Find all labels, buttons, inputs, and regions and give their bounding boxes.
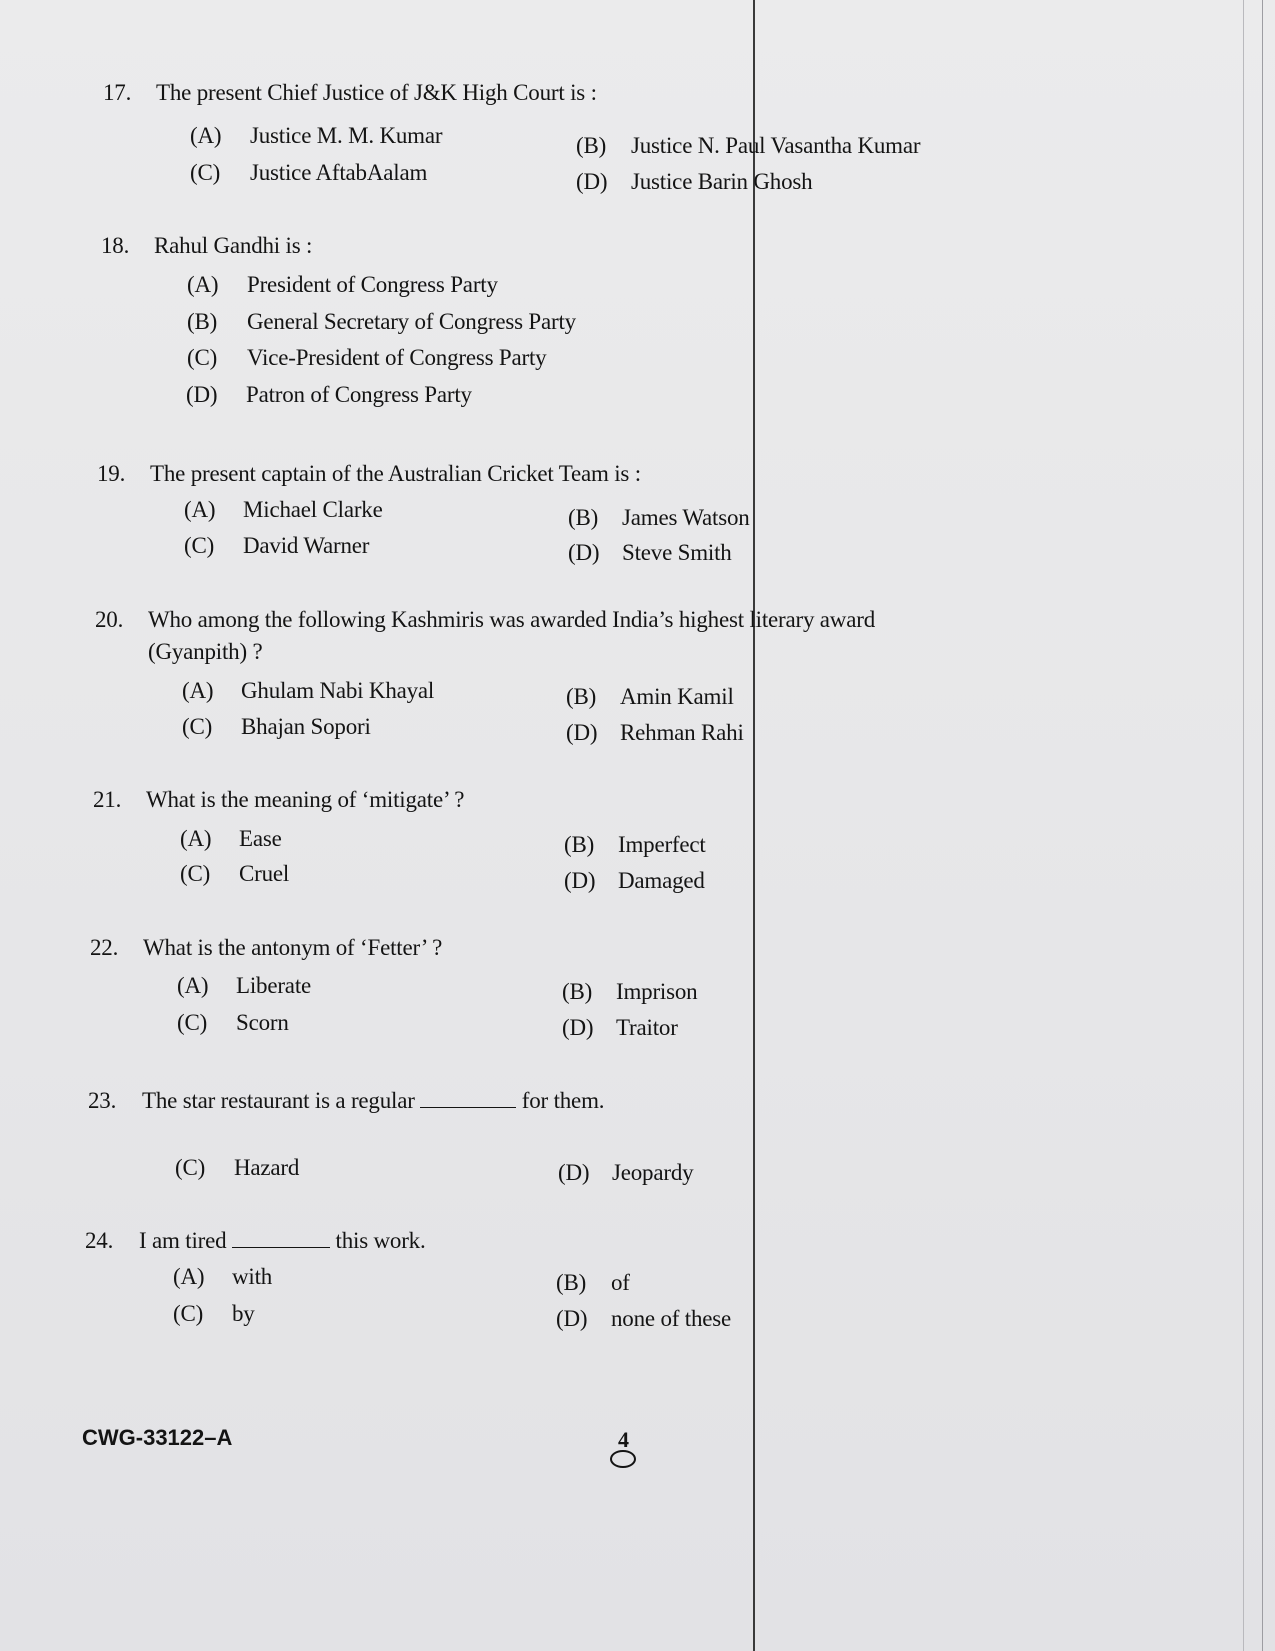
option-label: (C) [182, 714, 213, 739]
option-label: (C) [177, 1010, 208, 1035]
question-number: 24. [85, 1228, 114, 1253]
option-label: (C) [190, 160, 221, 185]
option-text: Ghulam Nabi Khayal [241, 678, 435, 703]
option-text: Imperfect [618, 832, 706, 857]
fold-line [753, 0, 755, 1651]
option-label: (A) [182, 678, 214, 703]
question-number: 18. [101, 233, 130, 258]
option-label: (B) [568, 505, 599, 530]
option-label: (C) [184, 533, 215, 558]
question-text-before: The star restaurant is a regular [142, 1088, 415, 1113]
question-text-after: for them. [521, 1088, 605, 1113]
option-text: Justice Barin Ghosh [631, 169, 813, 194]
option-label: (B) [576, 133, 607, 158]
page-number: 4 [618, 1427, 629, 1452]
option-text: David Warner [243, 533, 370, 558]
paper-code: CWG-33122–A [82, 1425, 233, 1450]
option-label: (B) [566, 684, 597, 709]
question-text [139, 1228, 426, 1254]
option-label: (C) [187, 345, 218, 370]
option-text: none of these [611, 1306, 732, 1331]
option-text: Vice-President of Congress Party [247, 345, 547, 370]
option-label: (D) [576, 169, 608, 194]
option-label: (D) [568, 540, 600, 565]
page-mark-icon [610, 1450, 636, 1468]
question-text-after: this work. [335, 1228, 426, 1253]
option-label: (B) [562, 979, 593, 1004]
option-label: (D) [562, 1015, 594, 1040]
question-number: 20. [95, 607, 124, 632]
option-label: (D) [558, 1160, 590, 1185]
option-text: Rehman Rahi [620, 720, 744, 745]
option-text: Ease [239, 826, 282, 851]
option-label: (A) [190, 123, 222, 148]
option-label: (C) [173, 1301, 204, 1326]
option-label: (D) [566, 720, 598, 745]
question-number: 22. [90, 935, 119, 960]
option-label: (A) [173, 1264, 205, 1289]
question-text: Rahul Gandhi is : [154, 233, 313, 258]
option-label: (D) [564, 868, 596, 893]
option-text: Bhajan Sopori [241, 714, 371, 739]
question-number: 21. [93, 787, 122, 812]
option-label: (A) [180, 826, 212, 851]
option-label: (A) [177, 973, 209, 998]
option-label: (D) [556, 1306, 588, 1331]
option-text: General Secretary of Congress Party [247, 309, 576, 334]
question-text [142, 1088, 604, 1114]
question-text-before: I am tired [139, 1228, 227, 1253]
option-text: Hazard [234, 1155, 300, 1180]
option-text: Traitor [616, 1015, 678, 1040]
option-text: Justice N. Paul Vasantha Kumar [631, 133, 921, 158]
option-label: (B) [564, 832, 595, 857]
option-text: Damaged [618, 868, 705, 893]
option-label: (C) [180, 861, 211, 886]
answer-blank [420, 1107, 516, 1108]
question-text: What is the antonym of ‘Fetter’ ? [143, 935, 443, 960]
option-text: President of Congress Party [247, 272, 498, 297]
question-text: The present Chief Justice of J&K High Court is : [156, 80, 597, 105]
question-text-continued: (Gyanpith) ? [148, 639, 263, 664]
option-text: Justice AftabAalam [250, 160, 428, 185]
answer-blank [232, 1247, 330, 1248]
option-text: Michael Clarke [243, 497, 383, 522]
option-text: Jeopardy [612, 1160, 694, 1185]
page-edge [1243, 0, 1244, 1651]
option-text: Steve Smith [622, 540, 732, 565]
option-text: Cruel [239, 861, 290, 886]
option-text: Justice M. M. Kumar [250, 123, 443, 148]
option-label: (A) [184, 497, 216, 522]
option-text: by [232, 1301, 255, 1326]
option-label: (A) [187, 272, 219, 297]
cropped-option-line [176, 1130, 256, 1138]
option-label: (D) [186, 382, 218, 407]
option-text: Imprison [616, 979, 698, 1004]
option-label: (C) [175, 1155, 206, 1180]
question-text: The present captain of the Australian Cricket Team is : [150, 461, 641, 486]
option-text: Scorn [236, 1010, 289, 1035]
question-number: 17. [103, 80, 132, 105]
option-text: with [232, 1264, 273, 1289]
question-text: Who among the following Kashmiris was awarded India’s highest literary award [148, 607, 875, 632]
page-edge [1262, 0, 1263, 1651]
option-text: James Watson [622, 505, 750, 530]
question-number: 19. [97, 461, 126, 486]
option-text: Liberate [236, 973, 312, 998]
question-text: What is the meaning of ‘mitigate’ ? [146, 787, 465, 812]
question-number: 23. [88, 1088, 117, 1113]
option-text: of [611, 1270, 630, 1295]
option-label: (B) [556, 1270, 587, 1295]
option-label: (B) [187, 309, 218, 334]
option-text: Patron of Congress Party [246, 382, 472, 407]
option-text: Amin Kamil [620, 684, 734, 709]
